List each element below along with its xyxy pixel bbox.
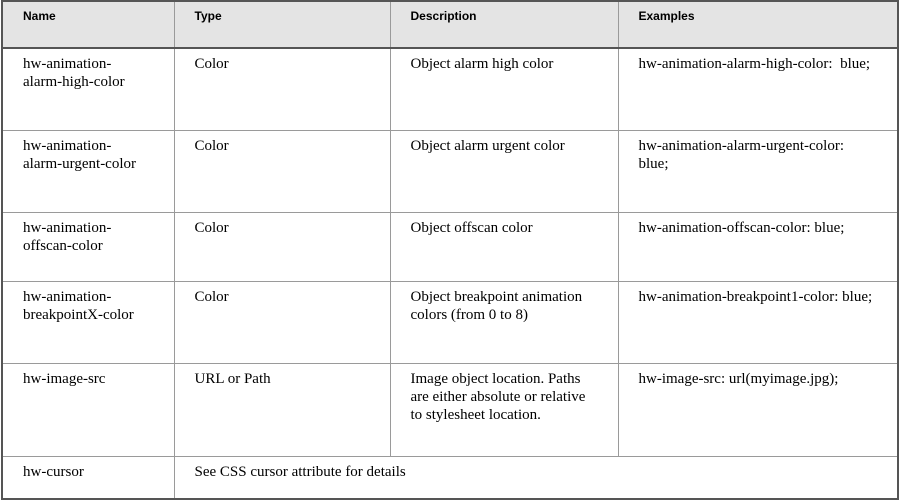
cell-name — [2, 212, 174, 281]
cell-type: Color — [174, 212, 390, 281]
cell-example-line: hw-animation-alarm-high-color: blue; — [638, 56, 871, 72]
cell-example-line: hw-image-src: url(myimage.jpg); — [638, 370, 839, 387]
cell-name-line: alarm-urgent-color — [23, 155, 137, 172]
cell-example — [618, 363, 898, 456]
table-row — [2, 281, 898, 363]
cell-name — [2, 48, 174, 130]
cell-example-line: hw-animation-breakpoint1-color: blue; — [638, 288, 873, 305]
cell-type: Color — [174, 130, 390, 212]
cell-description-line: are either absolute or relative — [410, 388, 586, 405]
cell-name: hw-cursor — [2, 456, 174, 499]
cell-description — [390, 48, 618, 130]
header-name: Name — [2, 1, 174, 48]
cell-note: See CSS cursor attribute for details — [174, 456, 898, 499]
cell-description-line: Image object location. Paths — [410, 370, 581, 387]
cell-example — [618, 281, 898, 363]
cell-description — [390, 281, 618, 363]
property-table — [1, 0, 899, 500]
cell-description-line: colors (from 0 to 8) — [410, 306, 528, 323]
header-type: Type — [174, 1, 390, 48]
cell-name-line: hw-animation- — [23, 219, 112, 236]
cell-name-line: hw-animation- — [23, 56, 112, 72]
cell-type: Color — [174, 281, 390, 363]
cell-name-line: offscan-color — [23, 237, 103, 254]
header-examples: Examples — [618, 1, 898, 48]
header-row — [2, 1, 898, 48]
cell-example — [618, 212, 898, 281]
cell-description-line: Object offscan color — [410, 219, 533, 236]
cell-description-line: Object breakpoint animation — [410, 288, 583, 305]
table-row — [2, 48, 898, 130]
cell-name — [2, 363, 174, 456]
cell-description-line: Object alarm urgent color — [410, 137, 565, 154]
cell-example — [618, 130, 898, 212]
cell-example — [618, 48, 898, 130]
cell-type: Color — [174, 48, 390, 130]
header-description: Description — [390, 1, 618, 48]
cell-type: URL or Path — [174, 363, 390, 456]
table-row — [2, 130, 898, 212]
cell-example-line: hw-animation-offscan-color: blue; — [638, 219, 845, 236]
cell-name — [2, 130, 174, 212]
cell-name-line: hw-animation- — [23, 288, 112, 305]
table-row — [2, 363, 898, 456]
table-row — [2, 212, 898, 281]
cell-name — [2, 281, 174, 363]
cell-example-line: blue; — [638, 155, 669, 172]
cell-description-line: to stylesheet location. — [410, 406, 541, 423]
cell-example-line: hw-animation-alarm-urgent-color: — [638, 137, 844, 154]
table-row — [2, 456, 898, 499]
cell-description — [390, 212, 618, 281]
cell-name-line: breakpointX-color — [23, 306, 134, 323]
cell-name-line: alarm-high-color — [23, 74, 125, 90]
cell-description-line: Object alarm high color — [410, 56, 554, 72]
cell-name-line: hw-image-src — [23, 370, 106, 387]
cell-description — [390, 130, 618, 212]
cell-name-line: hw-animation- — [23, 137, 112, 154]
cell-description — [390, 363, 618, 456]
